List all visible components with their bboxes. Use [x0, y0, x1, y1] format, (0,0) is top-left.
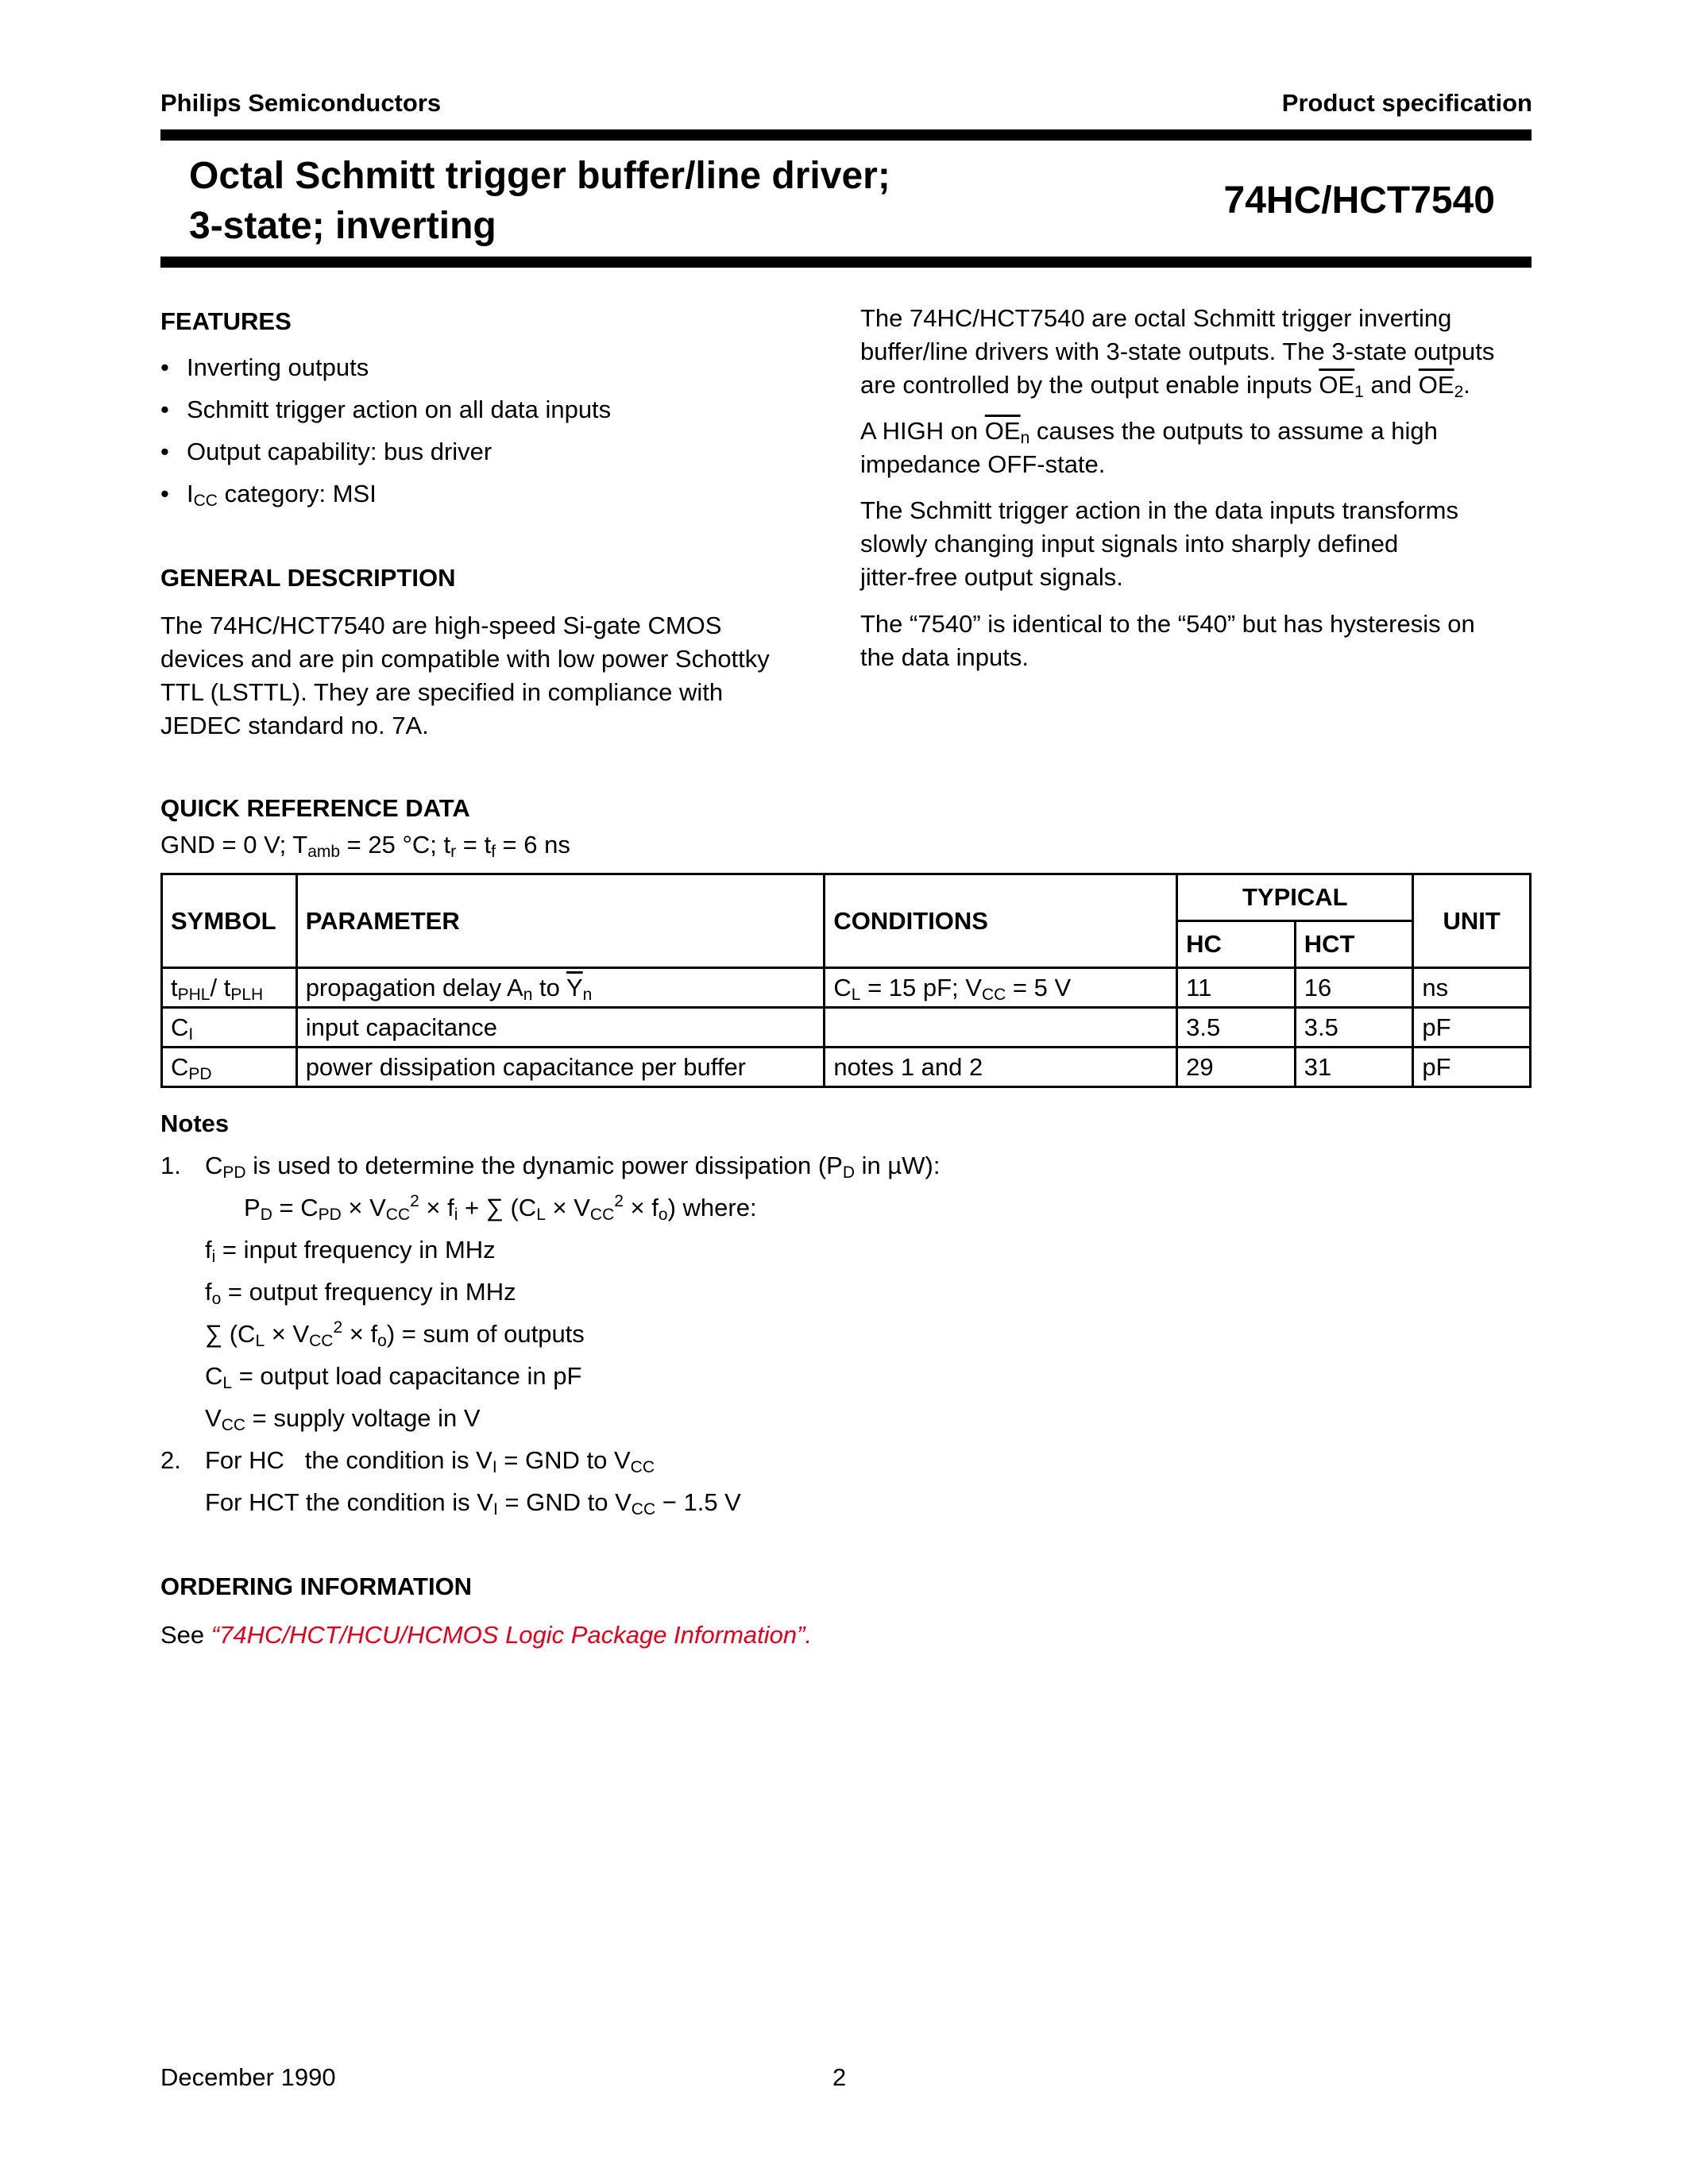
notes-heading: Notes: [160, 1109, 230, 1137]
note-fi: $f_i$ = input frequency in MHz: [205, 1236, 496, 1266]
company-name: Philips Semiconductors: [160, 89, 442, 117]
cell-conditions: notes 1 and 2: [825, 1048, 1177, 1087]
cell-hc: 3.5: [1177, 1008, 1296, 1048]
cell-hc: 11: [1177, 968, 1296, 1008]
power-formula: $P_D = C_{PD} \times V_{CC}^2 \times f_i$ + ∑ $(C_L \times V_{CC}^2 \times f_o)$ where:: [244, 1192, 757, 1224]
cell-hct: 3.5: [1295, 1008, 1413, 1048]
note-2-hct: For HCT the condition is $V_I$ = GND to $V_{CC} - 1.5$ V: [205, 1488, 741, 1518]
description-paragraph-1: The 74HC/HCT7540 are octal Schmitt trigger inverting buffer/line drivers with 3-state outputs. The 3-state outputs are controlled by the output enable inputs $\overline{OE}_1$ and $\overline{OE}_2$.: [860, 304, 1495, 401]
quick-reference-conditions: GND = 0 V; $T_{amb} = 25$ °C; $t_r = t_f = 6$ ns: [160, 831, 570, 861]
table-row: [162, 1008, 1531, 1048]
cell-hct: 31: [1295, 1048, 1413, 1087]
cell-parameter: input capacitance: [296, 1008, 825, 1048]
note-number: 1.: [160, 1152, 181, 1179]
header-unit: UNIT: [1413, 874, 1531, 968]
general-description-heading: GENERAL DESCRIPTION: [160, 564, 456, 592]
header-typical: TYPICAL: [1177, 874, 1413, 921]
cell-hct: 16: [1295, 968, 1413, 1008]
note-2-hc: For HC the condition is $V_I$ = GND to $V_{CC}$: [205, 1446, 655, 1476]
note-cl: $C_L$ = output load capacitance in pF: [205, 1362, 582, 1392]
cell-hc: 29: [1177, 1048, 1296, 1087]
note-fo: $f_o$ = output frequency in MHz: [205, 1278, 516, 1308]
page-title: Octal Schmitt trigger buffer/line driver; 3-state; inverting: [189, 155, 890, 247]
cell-conditions: $C_L = 15$ pF; $V_{CC} = 5$ V: [825, 968, 1177, 1008]
cell-symbol: $C_{PD}$: [162, 1048, 297, 1087]
page-number: 2: [832, 2063, 847, 2091]
title-rule: [160, 257, 1532, 268]
table-row: [162, 968, 1531, 1008]
header-hc: HC: [1177, 921, 1296, 968]
quick-reference-table: [160, 873, 1532, 1088]
cell-parameter: propagation delay $A_n$ to $\overline{Y}_n$: [296, 968, 825, 1008]
header-symbol: SYMBOL: [162, 874, 297, 968]
features-heading: FEATURES: [160, 307, 292, 335]
header-hct: HCT: [1295, 921, 1413, 968]
footer-date: December 1990: [160, 2063, 336, 2091]
cell-symbol: $C_I$: [162, 1008, 297, 1048]
package-info-link[interactable]: “74HC/HCT/HCU/HCMOS Logic Package Information”: [211, 1621, 805, 1649]
description-paragraph-3: The Schmitt trigger action in the data inputs transforms slowly changing input signals into sharply defined jitter-free output signals.: [860, 496, 1458, 591]
table-row: [162, 1048, 1531, 1087]
cell-conditions: [825, 1008, 1177, 1048]
note-vcc: $V_{CC}$ = supply voltage in V: [205, 1404, 481, 1434]
ordering-heading: ORDERING INFORMATION: [160, 1572, 473, 1600]
cell-unit: pF: [1413, 1048, 1531, 1087]
header-conditions: CONDITIONS: [825, 874, 1177, 968]
cell-symbol: $t_{PHL}/$ $t_{PLH}$: [162, 968, 297, 1008]
note-sum: ∑ $(C_L \times V_{CC}^2 \times f_o)$ = sum of outputs: [205, 1318, 585, 1350]
note-1: $C_{PD}$ is used to determine the dynamic power dissipation ($P_D$ in µW):: [205, 1152, 941, 1182]
cell-parameter: power dissipation capacitance per buffer: [296, 1048, 825, 1087]
cell-unit: pF: [1413, 1008, 1531, 1048]
general-description-text: The 74HC/HCT7540 are high-speed Si-gate CMOS devices and are pin compatible with low power Schottky TTL (LSTTL). They are specified in compliance with JEDEC standard no. 7A.: [160, 612, 770, 739]
description-paragraph-4: The “7540” is identical to the “540” but has hysteresis on the data inputs.: [860, 610, 1475, 671]
header-parameter: PARAMETER: [296, 874, 825, 968]
header-rule: [160, 129, 1532, 141]
part-number: 74HC/HCT7540: [1223, 179, 1495, 222]
document-type: Product specification: [1281, 89, 1532, 117]
cell-unit: ns: [1413, 968, 1531, 1008]
note-number: 2.: [160, 1446, 181, 1474]
description-paragraph-2: A HIGH on $\overline{OE}_n$ causes the outputs to assume a high impedance OFF-state.: [860, 417, 1438, 478]
ordering-text: See “74HC/HCT/HCU/HCMOS Logic Package Information”.: [160, 1621, 813, 1649]
quick-reference-heading: QUICK REFERENCE DATA: [160, 794, 470, 822]
table-header-row: [162, 874, 1531, 921]
